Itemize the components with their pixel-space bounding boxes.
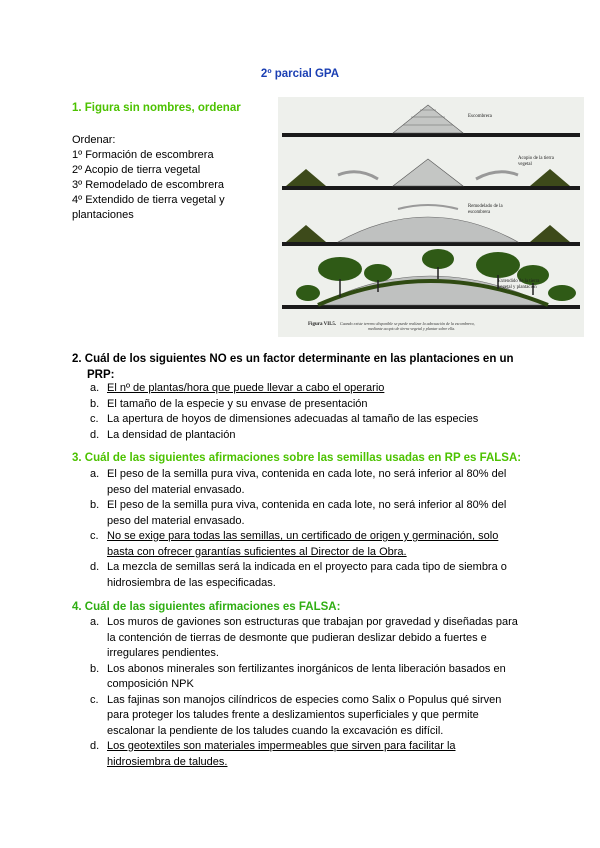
q4-marker-a: a.: [90, 616, 100, 628]
q2-option-a: [90, 381, 520, 397]
q3-text-b: El peso de la semilla pura viva, contenida en cada lote, no será inferior al 80% del peso del material envasado.: [107, 499, 507, 527]
q3-text-a: El peso de la semilla pura viva, contenida en cada lote, no será inferior al 80% del peso del material envasado.: [107, 468, 507, 496]
fig-label-escombrera: Escombrera: [468, 114, 492, 119]
step-4: 4º Extendido de tierra vegetal y: [72, 194, 225, 206]
q2-option-c: [90, 412, 520, 428]
q2-text-a: El nº de plantas/hora que puede llevar a cabo el operario: [107, 382, 385, 394]
q2-text-c: La apertura de hoyos de dimensiones adecuadas al tamaño de las especies: [107, 413, 479, 425]
landfill-figure: [278, 97, 584, 337]
q4-option-a: [90, 615, 520, 662]
q3-option-c: [90, 529, 520, 560]
question-2-heading-line2: PRP:: [87, 369, 115, 381]
q3-marker-b: b.: [90, 499, 100, 511]
q3-text-d: La mezcla de semillas será la indicada en el proyecto para cada tipo de siembra o hidrosiembra de las especificadas.: [107, 561, 507, 589]
ordenar-label: Ordenar:: [72, 134, 116, 146]
q4-marker-d: d.: [90, 740, 100, 752]
q3-option-a: [90, 467, 520, 498]
question-2-heading-line1: 2. Cuál de los siguientes NO es un factor determinante en las plantaciones en un: [72, 353, 514, 365]
q3-option-b: [90, 498, 520, 529]
step-3: 3º Remodelado de escombrera: [72, 179, 224, 191]
q4-option-d: [90, 739, 520, 770]
q3-text-c: No se exige para todas las semillas, un certificado de origen y germinación, solo basta con ofrecer garantías suficientes al Director de la Obra.: [107, 530, 499, 558]
q3-marker-a: a.: [90, 468, 100, 480]
q3-option-d: [90, 560, 520, 591]
q4-marker-b: b.: [90, 662, 100, 675]
q2-marker-a: a.: [90, 382, 100, 394]
q2-marker-c: c.: [90, 413, 99, 425]
fig-label-remodelado: Remodelado de la escombrera: [468, 204, 503, 215]
q2-text-d: La densidad de plantación: [107, 428, 236, 441]
q4-option-c: [90, 693, 520, 740]
q2-marker-b: b.: [90, 397, 100, 410]
q3-marker-d: d.: [90, 561, 100, 573]
question-3-heading: 3. Cuál de las siguientes afirmaciones sobre las semillas usadas en RP es FALSA:: [72, 452, 522, 464]
question-4-options: [90, 615, 520, 770]
fig-label-acopio: Acopio de la tierra vegetal: [518, 156, 554, 167]
q2-option-d: [90, 428, 520, 444]
q2-text-b: El tamaño de la especie y su envase de presentación: [107, 397, 368, 410]
question-2-heading: [72, 351, 514, 383]
q2-option-b: [90, 397, 520, 413]
q2-marker-d: d.: [90, 428, 100, 441]
question-2-options: [90, 381, 520, 443]
question-4-heading: 4. Cuál de las siguientes afirmaciones es FALSA:: [72, 601, 341, 613]
q4-text-d: Los geotextiles son materiales impermeables que sirven para facilitar la hidrosiembra de taludes.: [107, 740, 456, 768]
ordering-list: [72, 133, 225, 223]
q3-marker-c: c.: [90, 530, 99, 542]
q4-marker-c: c.: [90, 693, 99, 706]
fig-label-extendido: Extendido de la tierra vegetal y plantación: [498, 279, 540, 290]
q4-text-c: Las fajinas son manojos cilíndricos de especies como Salix o Populus qué sirven para proteger los taludes frente a deslizamientos superficiales y que permite escalonar la pendiente de los taludes cuando la excavación es difícil.: [107, 693, 502, 737]
step-2: 2º Acopio de tierra vegetal: [72, 164, 201, 176]
q4-text-b: Los abonos minerales son fertilizantes inorgánicos de lenta liberación basados en composición NPK: [107, 662, 506, 690]
page-title: 2º parcial GPA: [260, 68, 340, 80]
question-3-options: [90, 467, 520, 591]
step-1: 1º Formación de escombrera: [72, 149, 214, 161]
question-1-heading: 1. Figura sin nombres, ordenar: [72, 102, 241, 114]
fig-caption-text: Cuando existe terreno disponible se puede realizar la adecuación de la escombrera, mediante acopio de tierra vegetal y plantar sobre ella.: [340, 321, 475, 331]
step-4-cont: plantaciones: [72, 209, 134, 221]
q4-option-b: [90, 662, 520, 693]
q4-text-a: Los muros de gaviones son estructuras que trabajan por gravedad y diseñadas para la contención de tierras de desmonte que pudieran deslizar debido a fuertes e irregulares pendientes.: [107, 616, 518, 659]
fig-caption-number: Figura VII.5.: [308, 322, 337, 327]
